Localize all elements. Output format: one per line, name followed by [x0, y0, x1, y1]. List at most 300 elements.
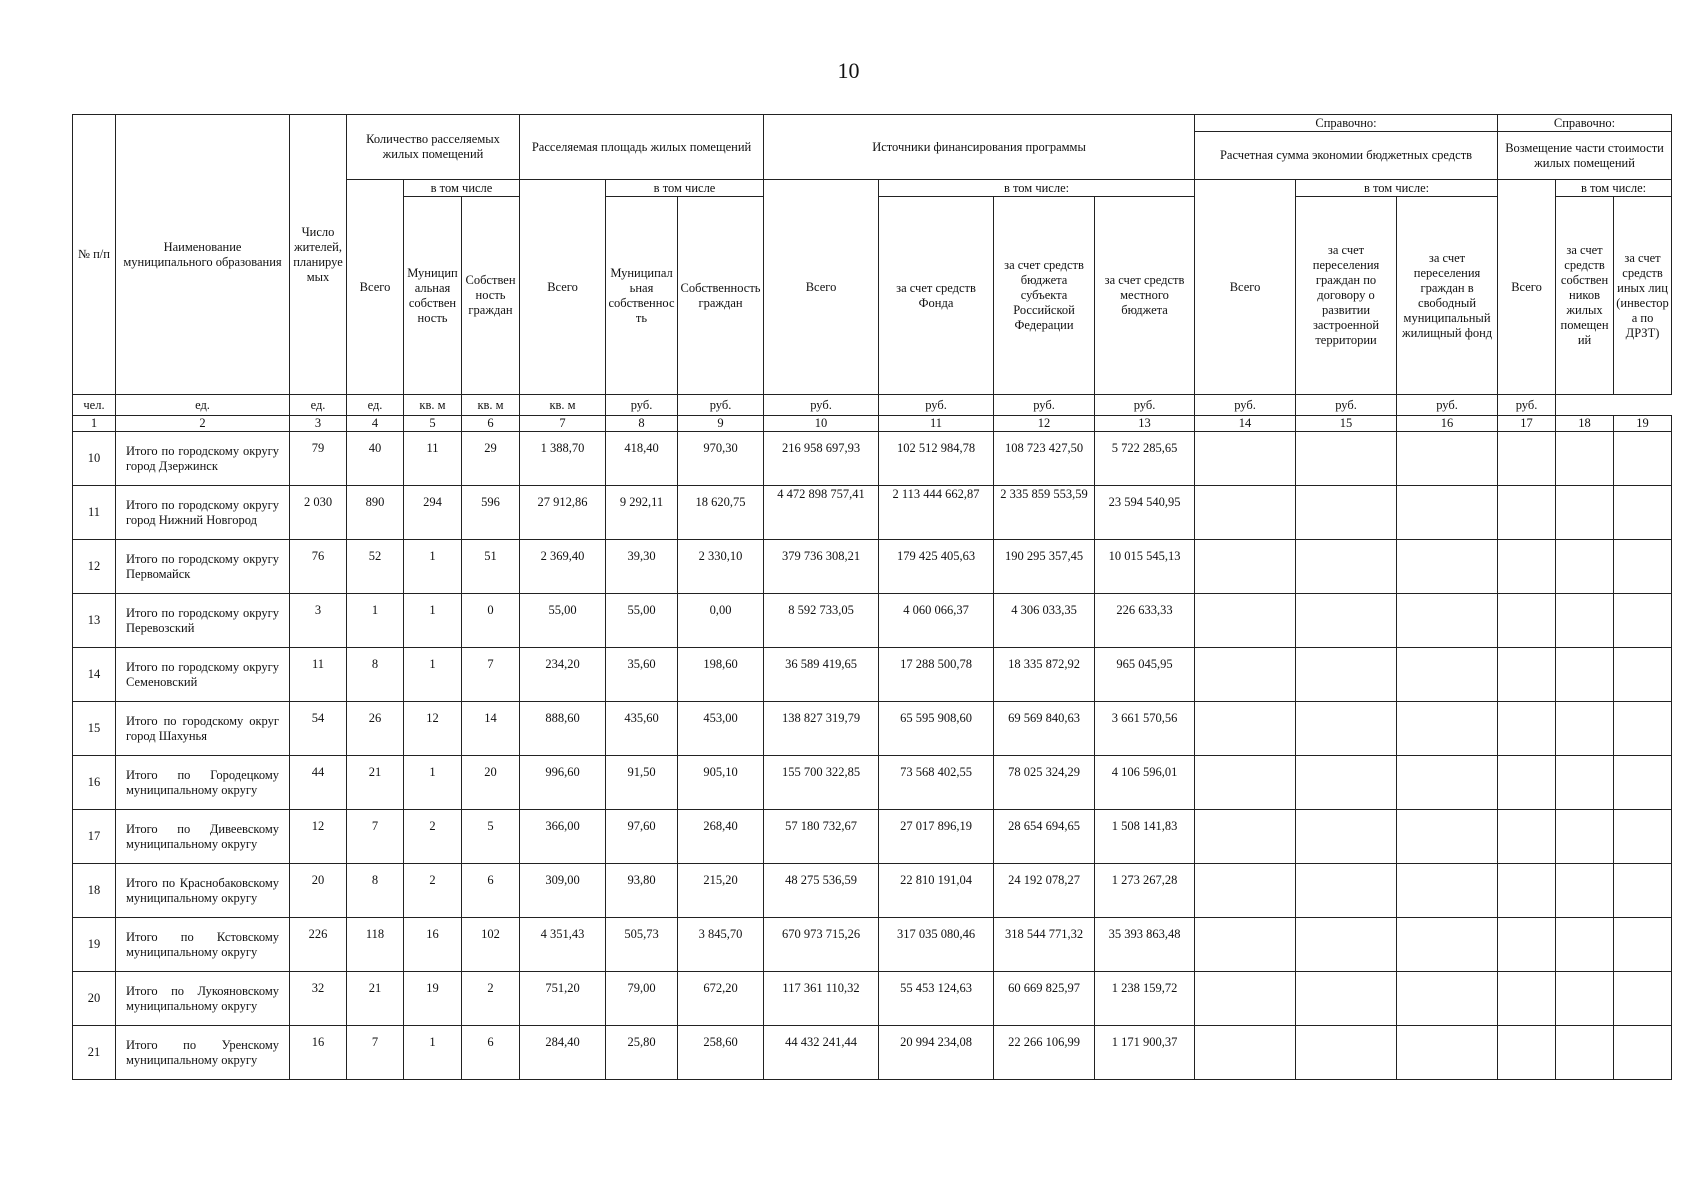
value-cell: 4 106 596,01	[1095, 756, 1195, 810]
column-number-cell: 16	[1397, 416, 1498, 432]
value-cell: 418,40	[606, 432, 678, 486]
column-number-cell: 14	[1195, 416, 1296, 432]
value-cell: 258,60	[678, 1026, 764, 1080]
value-cell: 453,00	[678, 702, 764, 756]
value-cell: 4 472 898 757,41	[764, 486, 879, 540]
row-number-cell: 19	[73, 918, 116, 972]
table-row	[73, 756, 1672, 810]
header-sources-incl: в том числе:	[879, 180, 1195, 197]
value-cell: 435,60	[606, 702, 678, 756]
value-cell: 190 295 357,45	[994, 540, 1095, 594]
unit-cell: руб.	[1296, 395, 1397, 416]
value-cell: 60 669 825,97	[994, 972, 1095, 1026]
table-row	[73, 918, 1672, 972]
value-cell	[1614, 1026, 1672, 1080]
municipality-name-cell: Итого по городскому округу Семеновский	[116, 648, 290, 702]
value-cell	[1296, 864, 1397, 918]
value-cell	[1614, 540, 1672, 594]
value-cell	[1556, 810, 1614, 864]
value-cell	[1556, 486, 1614, 540]
header-ref1: Справочно:	[1195, 115, 1498, 132]
value-cell: 11	[290, 648, 347, 702]
value-cell: 751,20	[520, 972, 606, 1026]
unit-cell: кв. м	[404, 395, 462, 416]
row-number-cell: 16	[73, 756, 116, 810]
value-cell: 4 351,43	[520, 918, 606, 972]
header-savings-group: Расчетная сумма экономии бюджетных средств	[1195, 132, 1498, 180]
value-cell: 309,00	[520, 864, 606, 918]
header-col16: за счет переселения граждан в свободный муниципальный жилищный фонд	[1397, 197, 1498, 395]
value-cell: 76	[290, 540, 347, 594]
value-cell	[1296, 648, 1397, 702]
value-cell: 12	[290, 810, 347, 864]
value-cell: 888,60	[520, 702, 606, 756]
row-number-cell: 18	[73, 864, 116, 918]
table-row	[73, 864, 1672, 918]
value-cell: 73 568 402,55	[879, 756, 994, 810]
value-cell: 21	[347, 972, 404, 1026]
header-area-incl: в том числе	[606, 180, 764, 197]
unit-cell: руб.	[1095, 395, 1195, 416]
value-cell: 27 912,86	[520, 486, 606, 540]
value-cell: 284,40	[520, 1026, 606, 1080]
unit-cell: руб.	[764, 395, 879, 416]
value-cell	[1195, 594, 1296, 648]
value-cell: 48 275 536,59	[764, 864, 879, 918]
value-cell: 52	[347, 540, 404, 594]
header-col8: Муниципальная собственность	[606, 197, 678, 395]
value-cell: 54	[290, 702, 347, 756]
value-cell: 2 113 444 662,87	[879, 486, 994, 540]
column-number-cell: 13	[1095, 416, 1195, 432]
header-area-group: Расселяемая площадь жилых помещений	[520, 115, 764, 180]
value-cell	[1195, 702, 1296, 756]
value-cell: 91,50	[606, 756, 678, 810]
value-cell: 2 369,40	[520, 540, 606, 594]
header-col6: Собственность граждан	[462, 197, 520, 395]
header-sources-group: Источники финансирования программы	[764, 115, 1195, 180]
value-cell	[1296, 756, 1397, 810]
value-cell: 7	[347, 1026, 404, 1080]
column-number-cell: 8	[606, 416, 678, 432]
column-number-cell: 1	[73, 416, 116, 432]
value-cell: 8 592 733,05	[764, 594, 879, 648]
header-count-group: Количество расселяемых жилых помещений	[347, 115, 520, 180]
value-cell	[1556, 540, 1614, 594]
row-number-cell: 20	[73, 972, 116, 1026]
value-cell: 8	[347, 864, 404, 918]
value-cell: 1	[404, 648, 462, 702]
header-col18: за счет средств собственников жилых помещений	[1556, 197, 1614, 395]
value-cell: 32	[290, 972, 347, 1026]
value-cell: 20	[290, 864, 347, 918]
value-cell	[1498, 864, 1556, 918]
value-cell: 5	[462, 810, 520, 864]
value-cell	[1195, 810, 1296, 864]
municipality-name-cell: Итого по Лукояновскому муниципальному округу	[116, 972, 290, 1026]
row-number-cell: 10	[73, 432, 116, 486]
value-cell: 20 994 234,08	[879, 1026, 994, 1080]
value-cell: 4 306 033,35	[994, 594, 1095, 648]
value-cell	[1195, 486, 1296, 540]
value-cell: 1	[404, 1026, 462, 1080]
municipality-name-cell: Итого по городскому округу город Нижний Новгород	[116, 486, 290, 540]
value-cell: 102	[462, 918, 520, 972]
header-savings-incl: в том числе:	[1296, 180, 1498, 197]
value-cell	[1614, 432, 1672, 486]
value-cell	[1397, 1026, 1498, 1080]
value-cell: 6	[462, 864, 520, 918]
value-cell	[1397, 702, 1498, 756]
value-cell: 7	[347, 810, 404, 864]
value-cell	[1614, 810, 1672, 864]
value-cell	[1296, 1026, 1397, 1080]
value-cell: 16	[290, 1026, 347, 1080]
value-cell: 18 620,75	[678, 486, 764, 540]
unit-cell: кв. м	[462, 395, 520, 416]
header-compensation-group: Возмещение части стоимости жилых помещений	[1498, 132, 1672, 180]
value-cell: 35 393 863,48	[1095, 918, 1195, 972]
column-number-cell: 12	[994, 416, 1095, 432]
value-cell: 4 060 066,37	[879, 594, 994, 648]
column-number-cell: 18	[1556, 416, 1614, 432]
value-cell	[1498, 1026, 1556, 1080]
value-cell	[1614, 918, 1672, 972]
header-savings-total: Всего	[1195, 180, 1296, 395]
value-cell: 2 330,10	[678, 540, 764, 594]
column-number-cell: 6	[462, 416, 520, 432]
value-cell	[1498, 432, 1556, 486]
value-cell	[1614, 756, 1672, 810]
unit-cell: руб.	[1498, 395, 1556, 416]
unit-cell: руб.	[1195, 395, 1296, 416]
value-cell	[1498, 810, 1556, 864]
value-cell: 108 723 427,50	[994, 432, 1095, 486]
value-cell: 18 335 872,92	[994, 648, 1095, 702]
column-number-cell: 17	[1498, 416, 1556, 432]
value-cell: 39,30	[606, 540, 678, 594]
value-cell: 10 015 545,13	[1095, 540, 1195, 594]
value-cell: 2 335 859 553,59	[994, 486, 1095, 540]
value-cell	[1556, 918, 1614, 972]
value-cell	[1614, 972, 1672, 1026]
value-cell: 36 589 419,65	[764, 648, 879, 702]
value-cell: 1	[347, 594, 404, 648]
municipality-name-cell: Итого по городскому округу Перевозский	[116, 594, 290, 648]
header-area-total: Всего	[520, 180, 606, 395]
table-row	[73, 486, 1672, 540]
value-cell	[1195, 864, 1296, 918]
value-cell	[1296, 594, 1397, 648]
column-number-cell: 10	[764, 416, 879, 432]
value-cell: 79,00	[606, 972, 678, 1026]
value-cell	[1195, 648, 1296, 702]
unit-cell: чел.	[73, 395, 116, 416]
page-number: 10	[837, 58, 860, 83]
value-cell: 1 388,70	[520, 432, 606, 486]
header-col15: за счет переселения граждан по договору о развитии застроенной территории	[1296, 197, 1397, 395]
value-cell	[1498, 702, 1556, 756]
value-cell: 215,20	[678, 864, 764, 918]
value-cell: 179 425 405,63	[879, 540, 994, 594]
unit-cell: руб.	[879, 395, 994, 416]
value-cell	[1556, 648, 1614, 702]
value-cell	[1397, 864, 1498, 918]
value-cell: 55,00	[606, 594, 678, 648]
value-cell	[1397, 810, 1498, 864]
unit-cell: руб.	[606, 395, 678, 416]
value-cell	[1556, 432, 1614, 486]
table-body	[73, 416, 1672, 1080]
header-col11: за счет средств Фонда	[879, 197, 994, 395]
value-cell: 366,00	[520, 810, 606, 864]
value-cell: 69 569 840,63	[994, 702, 1095, 756]
value-cell	[1556, 702, 1614, 756]
unit-cell: ед.	[116, 395, 290, 416]
value-cell	[1556, 864, 1614, 918]
value-cell: 28 654 694,65	[994, 810, 1095, 864]
header-compensation-incl: в том числе:	[1556, 180, 1672, 197]
municipality-name-cell: Итого по Кстовскому муниципальному округу	[116, 918, 290, 972]
column-number-cell: 19	[1614, 416, 1672, 432]
table-row	[73, 702, 1672, 756]
table-row	[73, 972, 1672, 1026]
value-cell: 118	[347, 918, 404, 972]
value-cell: 79	[290, 432, 347, 486]
value-cell: 93,80	[606, 864, 678, 918]
value-cell: 102 512 984,78	[879, 432, 994, 486]
row-number-cell: 21	[73, 1026, 116, 1080]
value-cell	[1195, 540, 1296, 594]
row-number-cell: 11	[73, 486, 116, 540]
row-number-cell: 15	[73, 702, 116, 756]
value-cell: 3	[290, 594, 347, 648]
value-cell: 234,20	[520, 648, 606, 702]
value-cell: 5 722 285,65	[1095, 432, 1195, 486]
value-cell	[1614, 702, 1672, 756]
header-compensation-total: Всего	[1498, 180, 1556, 395]
header-col13: за счет средств местного бюджета	[1095, 197, 1195, 395]
value-cell: 12	[404, 702, 462, 756]
value-cell: 505,73	[606, 918, 678, 972]
value-cell: 11	[404, 432, 462, 486]
value-cell: 1 238 159,72	[1095, 972, 1195, 1026]
value-cell: 17 288 500,78	[879, 648, 994, 702]
unit-cell: ед.	[347, 395, 404, 416]
value-cell	[1498, 594, 1556, 648]
value-cell: 22 810 191,04	[879, 864, 994, 918]
value-cell	[1498, 756, 1556, 810]
value-cell: 25,80	[606, 1026, 678, 1080]
column-number-cell: 11	[879, 416, 994, 432]
header-count-incl: в том числе	[404, 180, 520, 197]
value-cell	[1556, 594, 1614, 648]
resettlement-table	[72, 114, 1672, 1080]
table-row	[73, 594, 1672, 648]
value-cell	[1195, 918, 1296, 972]
value-cell: 226	[290, 918, 347, 972]
value-cell	[1498, 648, 1556, 702]
value-cell: 6	[462, 1026, 520, 1080]
value-cell: 29	[462, 432, 520, 486]
value-cell: 20	[462, 756, 520, 810]
municipality-name-cell: Итого по Краснобаковскому муниципальному округу	[116, 864, 290, 918]
value-cell: 2	[404, 864, 462, 918]
header-col5: Муниципальная собственность	[404, 197, 462, 395]
value-cell: 2	[462, 972, 520, 1026]
value-cell: 3 661 570,56	[1095, 702, 1195, 756]
value-cell	[1397, 540, 1498, 594]
column-number-cell: 15	[1296, 416, 1397, 432]
municipality-name-cell: Итого по Уренскому муниципальному округу	[116, 1026, 290, 1080]
value-cell: 965 045,95	[1095, 648, 1195, 702]
unit-cell: руб.	[1397, 395, 1498, 416]
value-cell: 117 361 110,32	[764, 972, 879, 1026]
value-cell: 198,60	[678, 648, 764, 702]
value-cell	[1397, 648, 1498, 702]
municipality-name-cell: Итого по Городецкому муниципальному округу	[116, 756, 290, 810]
value-cell: 268,40	[678, 810, 764, 864]
value-cell: 155 700 322,85	[764, 756, 879, 810]
value-cell: 672,20	[678, 972, 764, 1026]
value-cell: 996,60	[520, 756, 606, 810]
value-cell: 970,30	[678, 432, 764, 486]
row-number-cell: 13	[73, 594, 116, 648]
value-cell	[1296, 972, 1397, 1026]
column-number-cell: 2	[116, 416, 290, 432]
value-cell: 78 025 324,29	[994, 756, 1095, 810]
value-cell: 890	[347, 486, 404, 540]
value-cell	[1195, 1026, 1296, 1080]
value-cell: 24 192 078,27	[994, 864, 1095, 918]
value-cell: 14	[462, 702, 520, 756]
value-cell: 23 594 540,95	[1095, 486, 1195, 540]
value-cell	[1397, 594, 1498, 648]
value-cell: 35,60	[606, 648, 678, 702]
value-cell: 44 432 241,44	[764, 1026, 879, 1080]
value-cell	[1498, 540, 1556, 594]
column-number-cell: 3	[290, 416, 347, 432]
value-cell	[1195, 432, 1296, 486]
value-cell: 1	[404, 540, 462, 594]
value-cell	[1397, 432, 1498, 486]
unit-cell: кв. м	[520, 395, 606, 416]
value-cell: 294	[404, 486, 462, 540]
municipality-name-cell: Итого по городскому округу Первомайск	[116, 540, 290, 594]
table-row	[73, 432, 1672, 486]
value-cell: 19	[404, 972, 462, 1026]
header-col19: за счет средств иных лиц (инвестора по ДРЗТ)	[1614, 197, 1672, 395]
value-cell: 65 595 908,60	[879, 702, 994, 756]
value-cell: 57 180 732,67	[764, 810, 879, 864]
municipality-name-cell: Итого по Дивеевскому муниципальному округу	[116, 810, 290, 864]
header-no: № п/п	[73, 115, 116, 395]
value-cell: 0,00	[678, 594, 764, 648]
value-cell	[1397, 918, 1498, 972]
municipality-name-cell: Итого по городскому округ город Шахунья	[116, 702, 290, 756]
value-cell: 138 827 319,79	[764, 702, 879, 756]
unit-cell: ед.	[290, 395, 347, 416]
value-cell: 44	[290, 756, 347, 810]
value-cell: 2 030	[290, 486, 347, 540]
header-count-total: Всего	[347, 180, 404, 395]
value-cell: 905,10	[678, 756, 764, 810]
value-cell: 9 292,11	[606, 486, 678, 540]
table-row	[73, 540, 1672, 594]
value-cell	[1498, 918, 1556, 972]
value-cell: 317 035 080,46	[879, 918, 994, 972]
value-cell	[1397, 486, 1498, 540]
value-cell	[1296, 432, 1397, 486]
value-cell: 7	[462, 648, 520, 702]
value-cell: 670 973 715,26	[764, 918, 879, 972]
table-row	[73, 1026, 1672, 1080]
value-cell: 21	[347, 756, 404, 810]
value-cell	[1296, 702, 1397, 756]
value-cell	[1397, 972, 1498, 1026]
value-cell: 26	[347, 702, 404, 756]
value-cell: 226 633,33	[1095, 594, 1195, 648]
value-cell	[1296, 540, 1397, 594]
value-cell: 55,00	[520, 594, 606, 648]
value-cell: 596	[462, 486, 520, 540]
row-number-cell: 17	[73, 810, 116, 864]
value-cell: 27 017 896,19	[879, 810, 994, 864]
value-cell	[1195, 972, 1296, 1026]
value-cell	[1498, 972, 1556, 1026]
value-cell: 51	[462, 540, 520, 594]
value-cell: 8	[347, 648, 404, 702]
header-ref2: Справочно:	[1498, 115, 1672, 132]
value-cell	[1556, 972, 1614, 1026]
value-cell: 379 736 308,21	[764, 540, 879, 594]
value-cell: 1	[404, 756, 462, 810]
table-row	[73, 648, 1672, 702]
value-cell: 40	[347, 432, 404, 486]
value-cell: 216 958 697,93	[764, 432, 879, 486]
row-number-cell: 14	[73, 648, 116, 702]
value-cell	[1397, 756, 1498, 810]
value-cell	[1195, 756, 1296, 810]
value-cell	[1498, 486, 1556, 540]
municipality-name-cell: Итого по городскому округу город Дзержинск	[116, 432, 290, 486]
header-col9: Собственность граждан	[678, 197, 764, 395]
column-number-cell: 9	[678, 416, 764, 432]
header-col12: за счет средств бюджета субъекта Российской Федерации	[994, 197, 1095, 395]
row-number-cell: 12	[73, 540, 116, 594]
value-cell: 16	[404, 918, 462, 972]
value-cell	[1614, 486, 1672, 540]
value-cell: 0	[462, 594, 520, 648]
table-header	[73, 115, 1672, 416]
value-cell: 55 453 124,63	[879, 972, 994, 1026]
value-cell	[1296, 918, 1397, 972]
value-cell: 3 845,70	[678, 918, 764, 972]
value-cell	[1614, 594, 1672, 648]
value-cell	[1614, 648, 1672, 702]
value-cell: 1	[404, 594, 462, 648]
value-cell: 318 544 771,32	[994, 918, 1095, 972]
value-cell	[1556, 1026, 1614, 1080]
value-cell: 1 171 900,37	[1095, 1026, 1195, 1080]
column-number-cell: 7	[520, 416, 606, 432]
table-row	[73, 810, 1672, 864]
column-number-cell: 4	[347, 416, 404, 432]
value-cell	[1614, 864, 1672, 918]
column-number-cell: 5	[404, 416, 462, 432]
value-cell: 2	[404, 810, 462, 864]
column-numbers-row	[73, 416, 1672, 432]
